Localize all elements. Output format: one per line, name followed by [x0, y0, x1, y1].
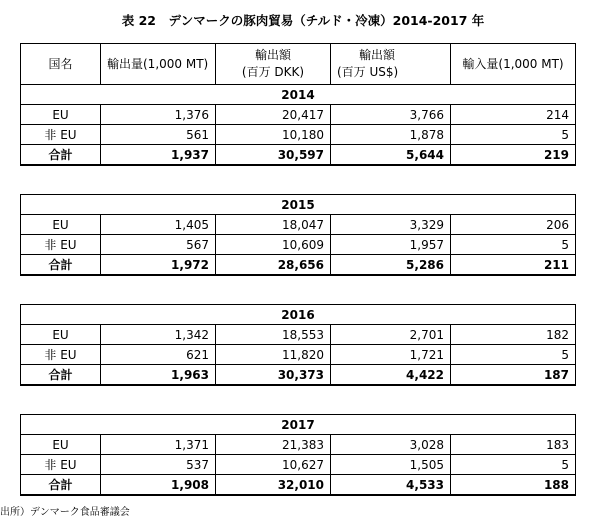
export-volume-cell: 1,972 — [101, 255, 216, 276]
export-usd-cell: 1,721 — [331, 345, 451, 365]
table-row — [21, 105, 576, 125]
export-volume-cell: 1,937 — [101, 145, 216, 166]
import-volume-cell: 187 — [451, 365, 576, 386]
total-row — [21, 365, 576, 386]
country-name: 合計 — [21, 475, 101, 496]
country-name: 非 EU — [21, 125, 101, 145]
source-note: 出所）デンマーク食品審議会 — [0, 507, 130, 518]
export-volume-cell: 567 — [101, 235, 216, 255]
country-name: EU — [21, 435, 101, 455]
table-row — [21, 125, 576, 145]
table-title: 表 22 デンマークの豚肉貿易（チルド・冷凍）2014-2017 年 — [121, 13, 485, 28]
header-country: 国名 — [21, 44, 101, 85]
total-row — [21, 255, 576, 276]
export-dkk-cell: 20,417 — [216, 105, 331, 125]
total-row — [21, 145, 576, 166]
header-export-value-dkk-line2: (百万 DKK) — [241, 65, 305, 79]
import-volume-cell: 5 — [451, 125, 576, 145]
import-volume-cell: 5 — [451, 235, 576, 255]
table-row — [21, 435, 576, 455]
header-export-value-usd — [331, 44, 451, 85]
table-row — [21, 235, 576, 255]
export-dkk-cell: 30,373 — [216, 365, 331, 386]
export-volume-cell: 1,342 — [101, 325, 216, 345]
export-dkk-cell: 21,383 — [216, 435, 331, 455]
export-usd-cell: 4,533 — [331, 475, 451, 496]
export-dkk-cell: 32,010 — [216, 475, 331, 496]
country-name: EU — [21, 215, 101, 235]
export-volume-cell: 561 — [101, 125, 216, 145]
export-volume-cell: 1,405 — [101, 215, 216, 235]
country-name: 非 EU — [21, 345, 101, 365]
country-name: 非 EU — [21, 235, 101, 255]
export-usd-cell: 3,028 — [331, 435, 451, 455]
pork-trade-table-2015 — [20, 194, 576, 276]
import-volume-cell: 183 — [451, 435, 576, 455]
header-export-value-usd-line2: (百万 US$) — [337, 65, 399, 79]
export-dkk-cell: 28,656 — [216, 255, 331, 276]
total-row — [21, 475, 576, 496]
export-volume-cell: 1,376 — [101, 105, 216, 125]
export-dkk-cell: 10,609 — [216, 235, 331, 255]
table-row — [21, 345, 576, 365]
table-row — [21, 455, 576, 475]
year-label: 2016 — [21, 305, 576, 325]
table-row — [21, 325, 576, 345]
export-volume-cell: 1,371 — [101, 435, 216, 455]
pork-trade-table-2017 — [20, 414, 576, 496]
country-name: 合計 — [21, 365, 101, 386]
export-usd-cell: 3,766 — [331, 105, 451, 125]
export-dkk-cell: 11,820 — [216, 345, 331, 365]
export-usd-cell: 1,878 — [331, 125, 451, 145]
export-usd-cell: 5,286 — [331, 255, 451, 276]
pork-trade-table-2016 — [20, 304, 576, 386]
country-name: 非 EU — [21, 455, 101, 475]
import-volume-cell: 214 — [451, 105, 576, 125]
header-export-value-dkk-line1: 輸出額 — [254, 48, 291, 62]
pork-trade-table-2014 — [20, 43, 576, 166]
year-label: 2017 — [21, 415, 576, 435]
header-export-value-dkk — [216, 44, 331, 85]
export-usd-cell: 3,329 — [331, 215, 451, 235]
country-name: 合計 — [21, 255, 101, 276]
export-dkk-cell: 18,047 — [216, 215, 331, 235]
table-row — [21, 215, 576, 235]
export-usd-cell: 2,701 — [331, 325, 451, 345]
country-name: EU — [21, 105, 101, 125]
export-usd-cell: 1,505 — [331, 455, 451, 475]
export-dkk-cell: 10,627 — [216, 455, 331, 475]
export-usd-cell: 5,644 — [331, 145, 451, 166]
header-export-value-usd-line1: 輸出額 — [359, 48, 396, 62]
header-import-volume: 輸入量(1,000 MT) — [451, 44, 576, 85]
header-export-volume: 輸出量(1,000 MT) — [101, 44, 216, 85]
export-volume-cell: 621 — [101, 345, 216, 365]
export-volume-cell: 1,908 — [101, 475, 216, 496]
export-dkk-cell: 18,553 — [216, 325, 331, 345]
export-dkk-cell: 10,180 — [216, 125, 331, 145]
year-label: 2015 — [21, 195, 576, 215]
export-usd-cell: 4,422 — [331, 365, 451, 386]
export-usd-cell: 1,957 — [331, 235, 451, 255]
import-volume-cell: 182 — [451, 325, 576, 345]
import-volume-cell: 211 — [451, 255, 576, 276]
import-volume-cell: 5 — [451, 455, 576, 475]
country-name: EU — [21, 325, 101, 345]
header-row — [21, 44, 576, 85]
year-label: 2014 — [21, 85, 576, 105]
country-name: 合計 — [21, 145, 101, 166]
import-volume-cell: 188 — [451, 475, 576, 496]
export-dkk-cell: 30,597 — [216, 145, 331, 166]
import-volume-cell: 5 — [451, 345, 576, 365]
import-volume-cell: 219 — [451, 145, 576, 166]
import-volume-cell: 206 — [451, 215, 576, 235]
export-volume-cell: 537 — [101, 455, 216, 475]
export-volume-cell: 1,963 — [101, 365, 216, 386]
